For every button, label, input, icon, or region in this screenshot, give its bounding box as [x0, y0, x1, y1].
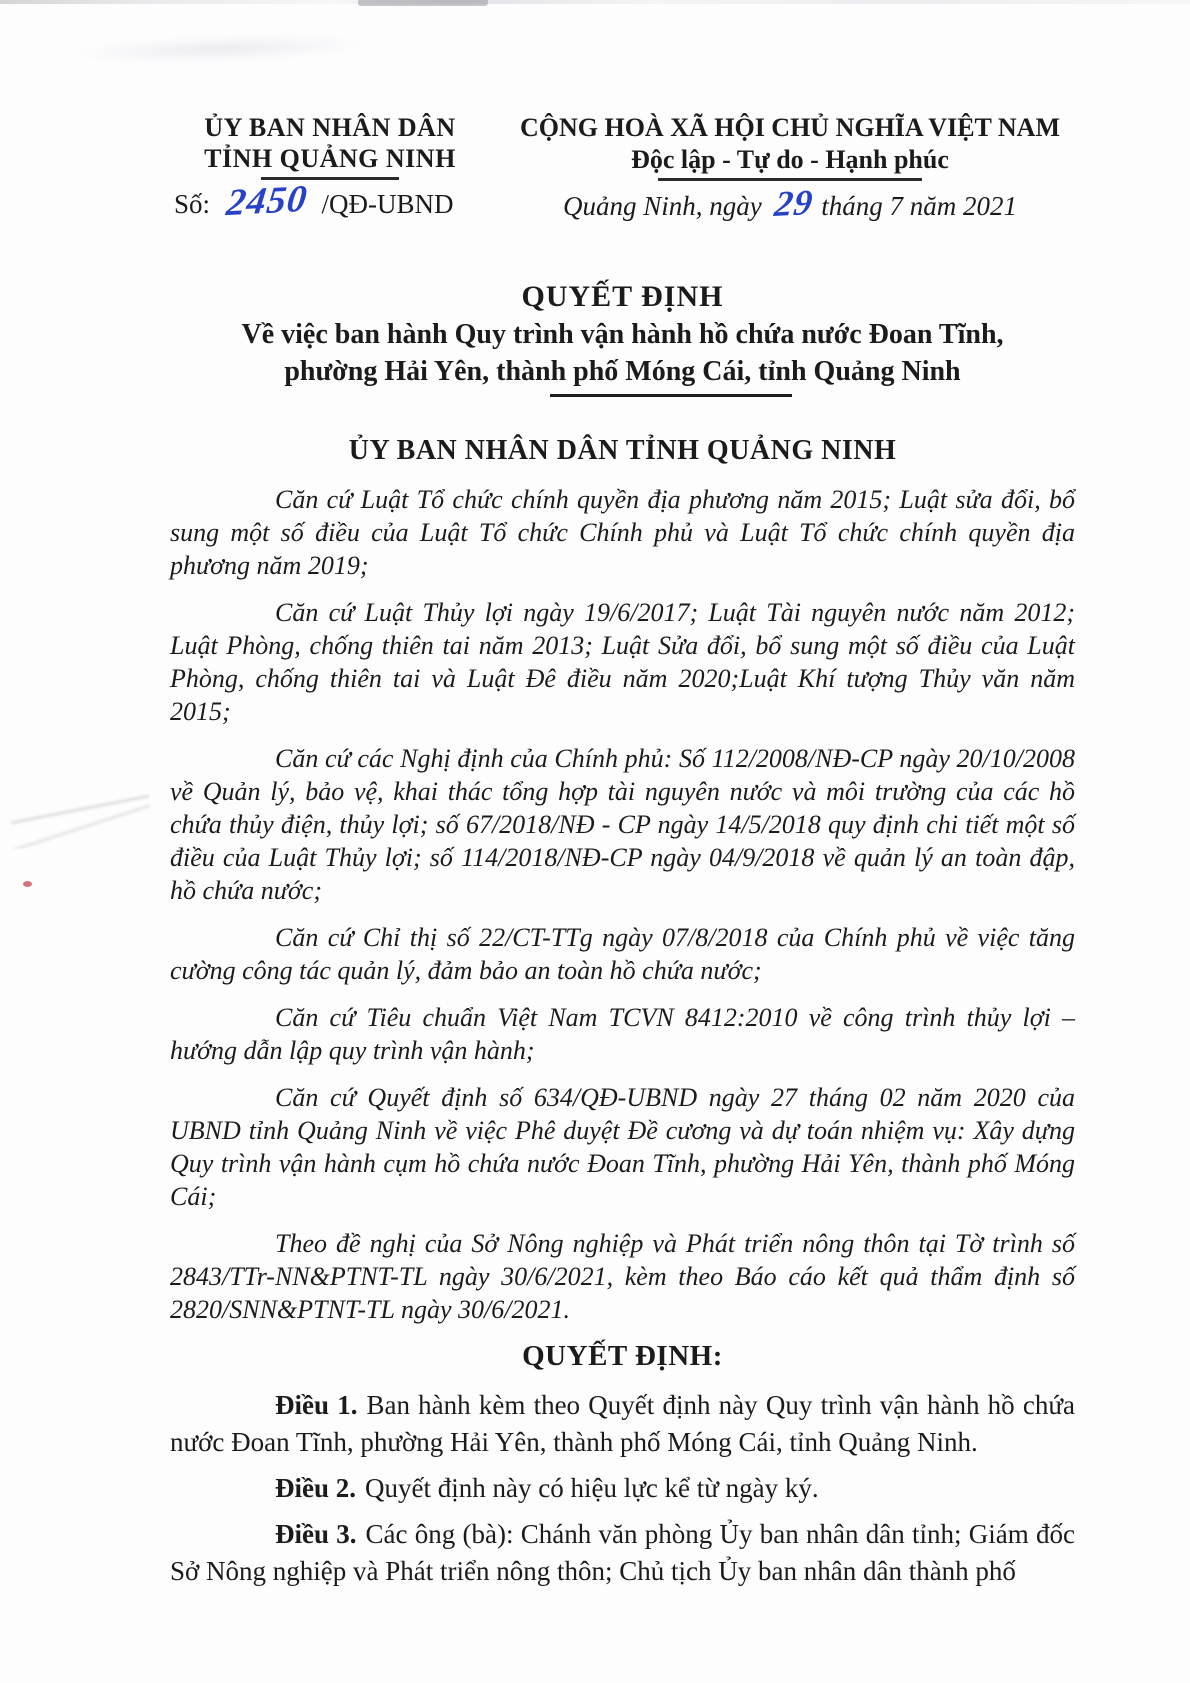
national-title: CỘNG HOÀ XÃ HỘI CHỦ NGHĨA VIỆT NAM	[519, 113, 1061, 142]
document-number-handwritten: 2450	[223, 177, 310, 225]
preamble-paragraph: Căn cứ Luật Tổ chức chính quyền địa phương năm 2015; Luật sửa đổi, bổ sung một số điều của Luật Tổ chức Chính phủ và Luật Tổ chức chính quyền địa phương năm 2019;	[170, 485, 1075, 580]
article-3-text: Các ông (bà): Chánh văn phòng Ủy ban nhân dân tỉnh; Giám đốc Sở Nông nghiệp và Phát triển nông thôn; Chủ tịch Ủy ban nhân dân thành phố	[170, 1519, 1075, 1586]
preamble-section	[170, 483, 1075, 1326]
document-subject-line1: Về việc ban hành Quy trình vận hành hồ chứa nước Đoan Tĩnh,	[241, 319, 1004, 350]
place-date-line	[510, 182, 1070, 224]
national-motto-block	[510, 112, 1070, 222]
preamble-paragraph: Căn cứ Chỉ thị số 22/CT-TTg ngày 07/8/2018 của Chính phủ về việc tăng cường công tác quản lý, đảm bảo an toàn hồ chứa nước;	[170, 923, 1075, 985]
article-2	[170, 1470, 1075, 1507]
preamble-paragraph: Căn cứ Luật Thủy lợi ngày 19/6/2017; Luật Tài nguyên nước năm 2012; Luật Phòng, chống thiên tai năm 2013; Luật Sửa đổi, bổ sung một số điều của Luật Phòng, chống thiên tai và Luật Đê điều năm 2020;Luật Khí tượng Thủy văn năm 2015;	[170, 598, 1075, 726]
document-title-block	[0, 278, 1190, 397]
document-number-suffix: /QĐ-UBND	[321, 189, 454, 219]
date-day-handwritten: 29	[771, 182, 816, 224]
document-type-heading: QUYẾT ĐỊNH	[521, 280, 724, 313]
place-date-prefix: Quảng Ninh, ngày	[563, 191, 762, 221]
motto-underline	[658, 178, 922, 181]
preamble-paragraph: Căn cứ Quyết định số 634/QĐ-UBND ngày 27 tháng 02 năm 2020 của UBND tỉnh Quảng Ninh về việc Phê duyệt Đề cương và dự toán nhiệm vụ: Xây dựng Quy trình vận hành cụm hồ chứa nước Đoan Tĩnh, phường Hải Yên, thành phố Móng Cái;	[170, 1083, 1075, 1211]
document-number-line	[170, 177, 490, 225]
scan-edge-artifact	[0, 0, 1190, 4]
issuing-authority-heading: ỦY BAN NHÂN DÂN TỈNH QUẢNG NINH	[348, 435, 897, 466]
article-2-text: Quyết định này có hiệu lực kể từ ngày ký.	[365, 1473, 819, 1503]
scan-red-dot	[23, 881, 32, 887]
decision-heading: QUYẾT ĐỊNH:	[522, 1340, 723, 1372]
article-1	[170, 1387, 1075, 1461]
document-subject-line2: phường Hải Yên, thành phố Móng Cái, tỉnh Quảng Ninh	[284, 356, 961, 387]
scan-edge-dark-mark	[358, 0, 488, 6]
preamble-paragraph: Căn cứ các Nghị định của Chính phủ: Số 112/2008/NĐ-CP ngày 20/10/2008 về Quản lý, bảo vệ, khai thác tổng hợp tài nguyên nước và môi trường của các hồ chứa thủy điện, thủy lợi; số 67/2018/NĐ - CP ngày 14/5/2018 quy định chi tiết một số điều của Luật Thủy lợi; số 114/2018/NĐ-CP ngày 04/9/2018 về quản lý an toàn đập, hồ chứa nước;	[170, 744, 1075, 905]
article-2-label: Điều 2.	[275, 1473, 356, 1503]
preamble-paragraph: Theo đề nghị của Sở Nông nghiệp và Phát triển nông thôn tại Tờ trình số 2843/TTr-NN&PTNT-TL ngày 30/6/2021, kèm theo Báo cáo kết quả thẩm định số 2820/SNN&PTNT-TL ngày 30/6/2021.	[170, 1229, 1075, 1324]
title-underline	[550, 394, 792, 397]
document-header	[0, 0, 1190, 225]
national-motto: Độc lập - Tự do - Hạnh phúc	[631, 145, 949, 174]
document-number-prefix: Số:	[174, 189, 211, 219]
article-1-text: Ban hành kèm theo Quyết định này Quy trình vận hành hồ chứa nước Đoan Tĩnh, phường Hải Yên, thành phố Móng Cái, tỉnh Quảng Ninh.	[170, 1390, 1076, 1457]
place-date-suffix: tháng 7 năm 2021	[821, 191, 1017, 221]
article-1-label: Điều 1.	[275, 1390, 358, 1420]
preamble-paragraph: Căn cứ Tiêu chuẩn Việt Nam TCVN 8412:2010 về công trình thủy lợi – hướng dẫn lập quy trình vận hành;	[170, 1003, 1075, 1065]
article-3	[170, 1516, 1075, 1590]
issuing-agency-block	[170, 112, 490, 225]
article-3-label: Điều 3.	[275, 1519, 357, 1549]
document-body	[0, 483, 1190, 1590]
agency-name-line1: ỦY BAN NHÂN DÂN	[204, 113, 456, 142]
agency-name-line2: TỈNH QUẢNG NINH	[204, 144, 456, 173]
